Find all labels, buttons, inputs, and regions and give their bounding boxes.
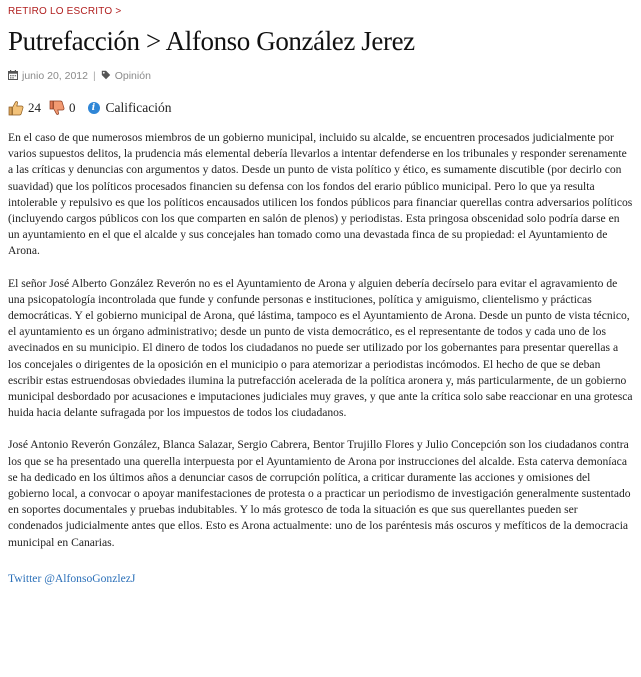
rating-bar: [8, 98, 633, 118]
meta-divider: |: [92, 70, 96, 82]
article-paragraph-1: En el caso de que numerosos miembros de un gobierno municipal, incluido su alcalde, se encuentren procesados judicialmente por varios supuestos delitos, la prudencia más elemental debería llevarlos a intentar defenderse en los tribunales y responder serenamente a las críticas y denuncias con argumentos y datos. Desde un punto de vista político y ético, es sumamente discutible (por decirlo con suavidad) que los políticos procesados financien su defensa con los fondos del erario público municipal. Pero lo que ya resulta intolerable y repulsivo es que los políticos encausados utilicen los fondos públicos para financiar querellas contra adversarios políticos (incluyendo cargos públicos con los que comparten en salón de plenos) y periodistas. Esta pringosa obscenidad solo podría darse en un ayuntamiento en el que el alcalde y sus concejales han tomado como una devastada finca de su propiedad: el Ayuntamiento de Arona.: [8, 131, 633, 258]
thumbs-down-icon[interactable]: [49, 100, 65, 116]
calendar-icon: [8, 70, 18, 83]
info-icon[interactable]: i: [88, 102, 100, 114]
article-body: [8, 130, 633, 551]
article-title: Putrefacción > Alfonso González Jerez: [8, 26, 415, 56]
article-paragraph-3: José Antonio Reverón González, Blanca Salazar, Sergio Cabrera, Bentor Trujillo Flores y Julio Concepción son los ciudadanos contra los que se ha presentado una querella interpuesta por el Ayuntamiento de Arona por instrucciones del alcalde. Esta caterva demoníaca se ha dedicado en los últimos años a denunciar casos de corrupción política, a criticar duramente las acciones y omisiones del gobierno local, a convocar o apoyar manifestaciones de protesta o a practicar un periodismo de investigación generalmente sustentado en soportes documentales y pruebas indubitables. Y lo más grotesco de toda la situación es que sus querellantes pueden ser condenados judicialmente antes que ellos. Esto es Arona actualmente: uno de los paréntesis más oscuros y mefíticos de la democracia municipal en Canarias.: [8, 438, 631, 549]
twitter-link[interactable]: Twitter @AlfonsoGonzlezJ: [8, 571, 136, 585]
thumbs-up-icon[interactable]: [8, 100, 24, 116]
section-breadcrumb[interactable]: RETIRO LO ESCRITO >: [8, 6, 122, 17]
article-paragraph-2: El señor José Alberto González Reverón no es el Ayuntamiento de Arona y alguien debería decírselo para evitar el agravamiento de una psicopatología incontrolada que funde y confunde personas e instituciones, política y amiguismo, clientelismo y prácticas democráticas. Y el gobierno municipal de Arona, qué lástima, tampoco es el Ayuntamiento de Arona. Desde un punto de vista técnico, el ayuntamiento es un órgano administrativo; desde un punto de vista democrático, es el representante de todos y cada uno de los avecinados en su municipio. El dinero de todos los ciudadanos no puede ser utilizado por los gobernantes para presentar querellas a los concejales o dirigentes de la oposición en el municipio o para atemorizar a periodistas incómodos. El hecho de que se deban escribir estas estruendosas obviedades ilumina la putrefacción acelerada de la política aronera y, más particularmente, de un gobierno municipal desbordado por acusaciones e imputaciones judiciales muy graves, y que ante la crítica solo sabe reaccionar en una grotesca huida hacia delante sufragada por los impuestos de todos los ciudadanos.: [8, 276, 633, 420]
tag-icon: [101, 70, 111, 83]
article-meta: [8, 68, 633, 84]
rating-label: Calificación: [105, 100, 172, 115]
article-date: junio 20, 2012: [22, 70, 88, 82]
thumbs-up-count: 24: [28, 100, 41, 115]
thumbs-down-count: 0: [69, 100, 76, 115]
article-category-link[interactable]: Opinión: [114, 70, 151, 82]
